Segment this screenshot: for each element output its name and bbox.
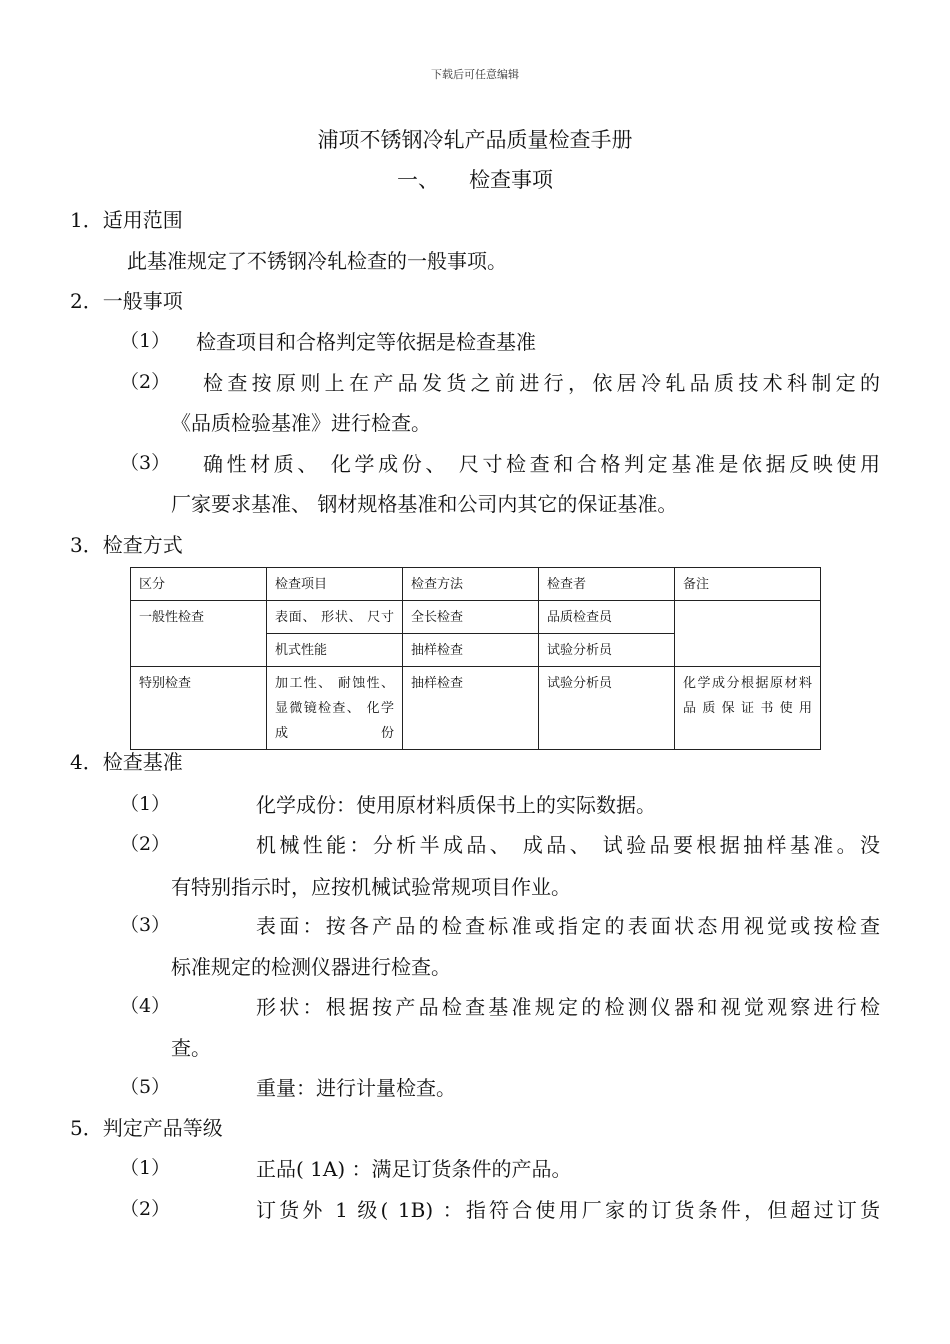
table-cell-item	[267, 667, 403, 750]
section-title: 检查事项	[469, 168, 553, 192]
section-number: 一、	[397, 168, 439, 192]
s2-heading: 2．一般事项	[70, 289, 183, 313]
section-heading	[0, 164, 950, 194]
s2-item3-label: （3）	[120, 452, 171, 474]
s2-item2-label: （2）	[120, 371, 171, 393]
table-cell-category: 特别检查	[131, 667, 267, 750]
s4-item2-line1: 机械性能：分析半成品、 成品、 试验品要根据抽样基准。没	[256, 833, 880, 857]
table-header-row	[131, 568, 821, 601]
table-header: 检查项目	[267, 568, 403, 601]
table-header: 区分	[131, 568, 267, 601]
table-header: 备注	[675, 568, 821, 601]
table-cell-item	[267, 601, 403, 634]
s4-item4-line1: 形状：根据按产品检查基准规定的检测仪器和视觉观察进行检	[256, 995, 880, 1019]
cell-text: 表面、 形状、 尺寸	[275, 610, 394, 625]
s5-heading: 5．判定产品等级	[70, 1116, 223, 1140]
s4-item2-line2: 有特别指示时，应按机械试验常规项目作业。	[171, 875, 571, 899]
s2-item1-line1: 检查项目和合格判定等依据是检查基准	[196, 330, 536, 354]
table-cell-inspector: 试验分析员	[539, 667, 675, 750]
table-cell-category: 一般性检查	[131, 601, 267, 667]
s4-item5-label: （5）	[120, 1076, 171, 1098]
s4-item5-line1: 重量：进行计量检查。	[256, 1076, 456, 1100]
s4-item4-line2: 查。	[171, 1036, 211, 1060]
inspection-table	[130, 567, 821, 750]
s5-item2-line1: 订货外 1 级( 1B) ：指符合使用厂家的订货条件，但超过订货	[256, 1198, 880, 1222]
s2-item3-line1: 确性材质、 化学成份、 尺寸检查和合格判定基准是依据反映使用	[203, 452, 880, 476]
s1-heading: 1．适用范围	[70, 208, 183, 232]
s4-item1-label: （1）	[120, 793, 171, 815]
s4-item3-line1: 表面：按各产品的检查标准或指定的表面状态用视觉或按检查	[256, 914, 880, 938]
header-note: 下载后可任意编辑	[431, 68, 519, 81]
s5-item2-label: （2）	[120, 1198, 171, 1220]
table-cell-item: 机式性能	[267, 634, 403, 667]
s4-item3-line2: 标准规定的检测仪器进行检查。	[171, 955, 451, 979]
s5-item1-line1: 正品( 1A) ：满足订货条件的产品。	[256, 1157, 572, 1181]
cell-text: 化学成分根据原材料品质保证书使用	[683, 676, 812, 716]
s5-item1-label: （1）	[120, 1157, 171, 1179]
table-cell-method: 全长检查	[403, 601, 539, 634]
s2-item2-line1: 检查按原则上在产品发货之前进行，依居冷轧品质技术科制定的	[203, 371, 880, 395]
table-row	[131, 667, 821, 750]
table-cell-inspector: 品质检查员	[539, 601, 675, 634]
table-cell-method: 抽样检查	[403, 634, 539, 667]
s4-item3-label: （3）	[120, 914, 171, 936]
table-header: 检查者	[539, 568, 675, 601]
document-title: 浦项不锈钢冷轧产品质量检查手册	[317, 128, 633, 152]
table-cell-method: 抽样检查	[403, 667, 539, 750]
cell-text: 加工性、 耐蚀性、 显微镜检查、 化学成份	[275, 676, 394, 741]
s4-item4-label: （4）	[120, 995, 171, 1017]
s2-item1-label: （1）	[120, 330, 171, 352]
s4-item2-label: （2）	[120, 833, 171, 855]
table-row	[131, 601, 821, 634]
table-cell-note	[675, 601, 821, 667]
s2-item3-line2: 厂家要求基准、 钢材规格基准和公司内其它的保证基准。	[171, 492, 678, 516]
s1-text: 此基准规定了不锈钢冷轧检查的一般事项。	[127, 249, 507, 273]
s4-item1-line1: 化学成份：使用原材料质保书上的实际数据。	[256, 793, 656, 817]
table-cell-note	[675, 667, 821, 750]
table-cell-inspector: 试验分析员	[539, 634, 675, 667]
table-header: 检查方法	[403, 568, 539, 601]
s3-heading: 3．检查方式	[70, 533, 183, 557]
s4-heading: 4．检查基准	[70, 750, 183, 774]
s2-item2-line2: 《品质检验基准》进行检查。	[171, 411, 431, 435]
